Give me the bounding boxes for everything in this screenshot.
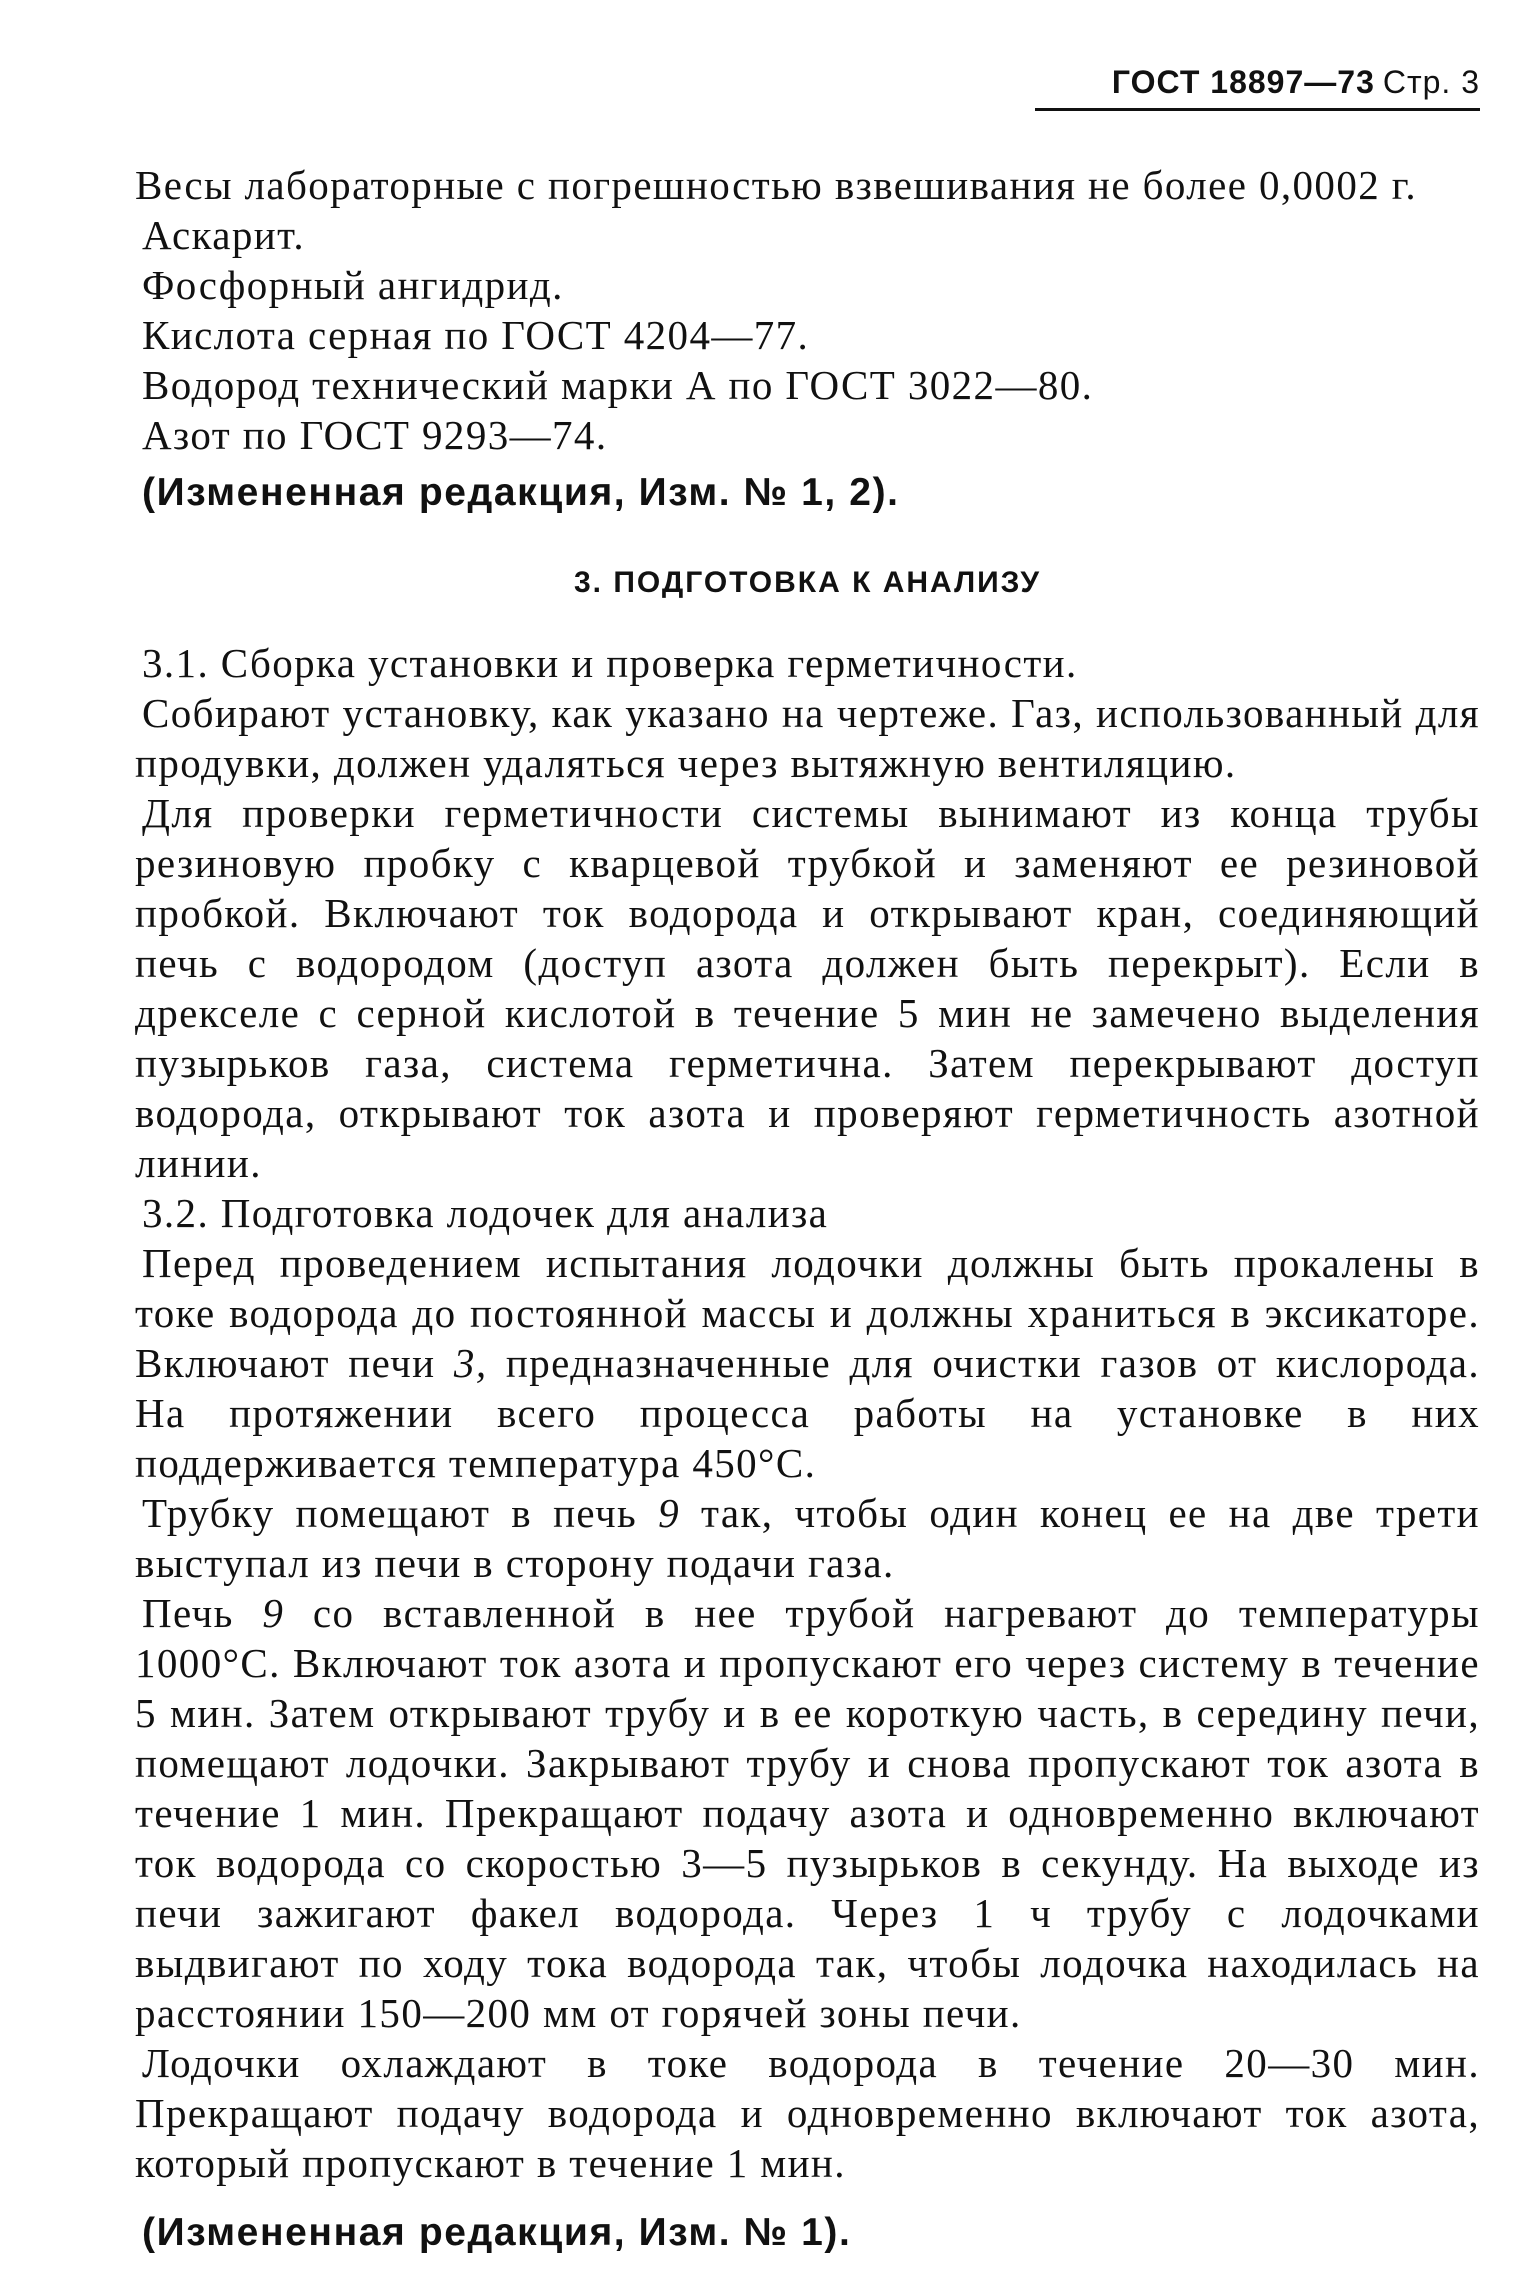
clause-3-1-leak-test: Для проверки герметичности системы вынимают из конца трубы резиновую пробку с кварцевой трубкой и заменяют ее резиновой пробкой. Включают ток водорода и открывают кран, соединяющий печь с водородом (доступ азота должен быть перекрыт). Если в дрекселе с серной кислотой в течение 5 мин не замечено выделения пузырьков газа, система герметична. Затем перекрывают доступ водорода, открывают ток азота и проверяют герметичность азотной линии. <box>135 790 1480 1186</box>
clause-3-1-assembly: Собирают установку, как указано на чертеже. Газ, использованный для продувки, должен удаляться через вытяжную вентиляцию. <box>135 690 1480 786</box>
reagent-ascarite: Аскарит. <box>142 212 306 258</box>
clause-3-2-tube: Трубку помещают в печь 9 так, чтобы один конец ее на две трети выступал из печи в сторону подачи газа. <box>135 1490 1480 1586</box>
doc-code: ГОСТ 18897—73 <box>1111 64 1375 100</box>
reagent-sulfuric-acid: Кислота серная по ГОСТ 4204—77. <box>142 312 810 358</box>
section-title: 3. ПОДГОТОВКА К АНАЛИЗУ <box>574 566 1041 599</box>
clause-3-2-boats: Перед проведением испытания лодочки должны быть прокалены в токе водорода до постоянной массы и должны храниться в эксикаторе. Включают печи 3, предназначенные для очистки газов от кислорода. На протяжении всего процесса работы на установке в них поддерживается температура 450°С. <box>135 1240 1480 1486</box>
clause-3-2-cooling: Лодочки охлаждают в токе водорода в течение 20—30 мин. Прекращают подачу водорода и одновременно включают ток азота, который пропускают в течение 1 мин. <box>135 2040 1480 2186</box>
page-number: Стр. 3 <box>1382 64 1480 100</box>
header-rule <box>1035 108 1480 111</box>
document-body <box>135 160 1480 2258</box>
reagent-scales: Весы лабораторные с погрешностью взвешивания не более 0,0002 г. <box>135 162 1418 208</box>
reagent-phosphoric-anhydride: Фосфорный ангидрид. <box>142 262 564 308</box>
clause-3-2-title: 3.2. Подготовка лодочек для анализа <box>142 1190 829 1236</box>
clause-3-2-heating: Печь 9 со вставленной в нее трубой нагревают до температуры 1000°С. Включают ток азота и пропускают его через систему в течение 5 мин. Затем открывают трубу и в ее короткую часть, в середину печи, помещают лодочки. Закрывают трубу и снова пропускают ток азота в течение 1 мин. Прекращают подачу азота и одновременно включают ток водорода со скоростью 3—5 пузырьков в секунду. На выходе из печи зажигают факел водорода. Через 1 ч трубу с лодочками выдвигают по ходу тока водорода так, чтобы лодочка находилась на расстоянии 150—200 мм от горячей зоны печи. <box>135 1590 1480 2036</box>
reagent-hydrogen: Водород технический марки А по ГОСТ 3022—80. <box>142 362 1094 408</box>
revision-note-1: (Измененная редакция, Изм. № 1, 2). <box>142 471 900 514</box>
revision-note-2: (Измененная редакция, Изм. № 1). <box>142 2211 852 2254</box>
reagent-nitrogen: Азот по ГОСТ 9293—74. <box>142 412 608 458</box>
running-header <box>1112 64 1480 101</box>
clause-3-1-title: 3.1. Сборка установки и проверка герметичности. <box>142 640 1078 686</box>
